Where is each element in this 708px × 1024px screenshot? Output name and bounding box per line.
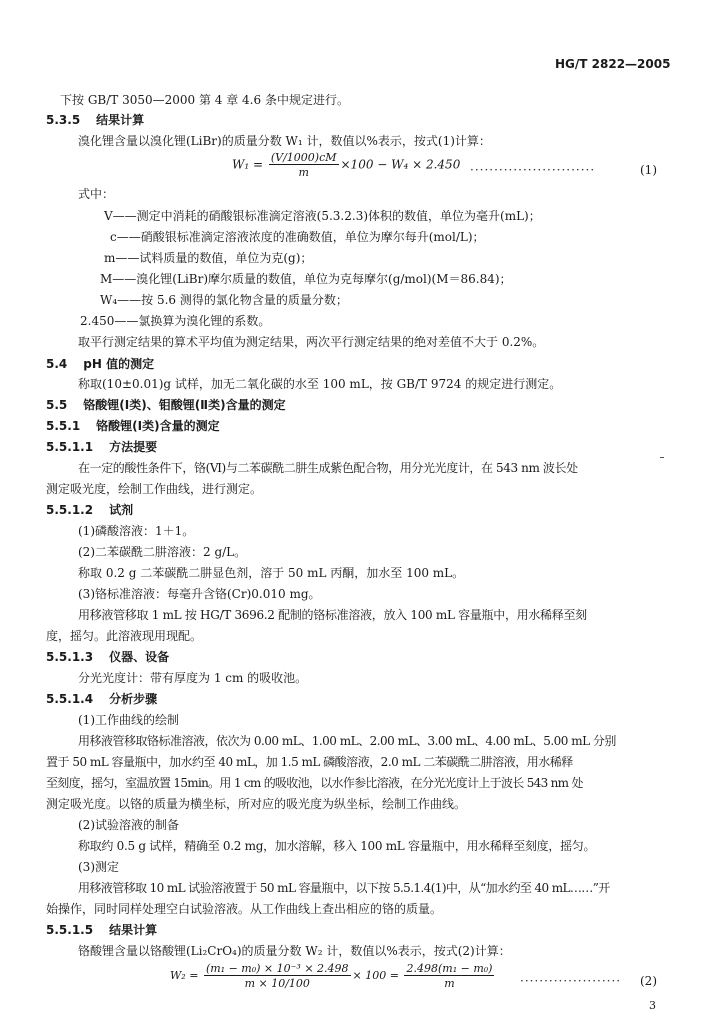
body-line: 称取 0.2 g 二苯碳酰二肼显色剂，溶于 50 mL 丙酮，加水至 100 mL。 [78, 566, 465, 580]
section-number: 5.5.1.3 [46, 650, 94, 664]
body-line: (1)磷酸溶液：1＋1。 [78, 524, 195, 538]
body-line: 用移液管移取铬标准溶液，依次为 0.00 mL、1.00 mL、2.00 mL、3.00 mL、4.00 mL、5.00 mL 分别 [78, 734, 616, 748]
eq1-fraction [269, 152, 339, 178]
body-line: 用移液管移取 1 mL 按 HG/T 3696.2 配制的铬标准溶液，放入 100 mL 容量瓶中，用水稀释至刻 [78, 608, 587, 622]
variable-definition: c——硝酸银标准滴定溶液浓度的准确数值，单位为摩尔每升(mol/L)； [110, 230, 485, 244]
eq2-numerator-2: 2.498(m₁ − m₀) [406, 962, 493, 975]
eq2-fraction-2 [404, 963, 494, 989]
variable-definition: V——测定中消耗的硝酸银标准滴定溶液(5.3.2.3)体积的数值，单位为毫升(mL)； [104, 209, 541, 223]
body-line: (3)测定 [78, 860, 119, 874]
section-number: 5.5.1.4 [46, 692, 94, 706]
section-heading-5-5 [46, 399, 286, 411]
eq1-leader-dots: ·························· [470, 163, 596, 177]
body-line: 铬酸锂含量以铬酸锂(Li₂CrO₄)的质量分数 W₂ 计，数值以%表示，按式(2)计算： [78, 944, 511, 958]
eq2-denominator-1: m × 10/100 [244, 977, 310, 990]
variable-definition: W₄——按 5.6 测得的氯化物含量的质量分数； [100, 293, 348, 307]
section-number: 5.3.5 [46, 113, 81, 127]
body-line: 测定吸光度，绘制工作曲线，进行测定。 [46, 482, 263, 496]
eq2-fraction-1 [204, 963, 351, 989]
variable-definition: 2.450——氯换算为溴化锂的系数。 [80, 314, 271, 328]
section-title: 结果计算 [96, 113, 145, 127]
section-heading-5-5-1-3 [46, 651, 169, 663]
section-heading-5-5-1-4 [46, 693, 157, 705]
eq2-label: (2) [640, 974, 657, 988]
eq1-rest: ×100 − W₄ × 2.450 [340, 157, 461, 172]
body-line: 称取约 0.5 g 试样，精确至 0.2 mg，加水溶解，移入 100 mL 容量瓶中，用水稀释至刻度，摇匀。 [78, 839, 596, 853]
section-title: 结果计算 [109, 923, 158, 937]
section-title: 方法提要 [109, 440, 158, 454]
eq2-mid: × 100 = [352, 969, 399, 982]
body-line: 式中： [78, 187, 115, 201]
body-line: 测定吸光度。以铬的质量为横坐标，所对应的吸光度为纵坐标，绘制工作曲线。 [46, 797, 467, 811]
section-number: 5.5.1.5 [46, 923, 94, 937]
section-title: 铬酸锂(Ⅰ类)、钼酸锂(Ⅱ类)含量的测定 [83, 398, 286, 412]
body-line: 溴化锂含量以溴化锂(LiBr)的质量分数 W₁ 计，数值以%表示，按式(1)计算： [78, 134, 491, 148]
section-title: 仪器、设备 [109, 650, 170, 664]
eq2-leader-dots: ····················· [520, 974, 622, 988]
eq2-lhs: W₂ = [170, 969, 199, 982]
eq1-numerator: (V/1000)cM [270, 151, 337, 164]
section-heading-5-5-1-1 [46, 441, 157, 453]
section-title: 分析步骤 [109, 692, 158, 706]
section-number: 5.5.1.2 [46, 503, 94, 517]
section-number: 5.5 [46, 398, 68, 412]
body-line: (2)二苯碳酰二肼溶液：2 g/L。 [78, 545, 247, 559]
body-line: 至刻度，摇匀，室温放置 15min。用 1 cm 的吸收池，以水作参比溶液，在分光光度计上于波长 543 nm 处 [46, 776, 583, 790]
section-number: 5.4 [46, 357, 68, 371]
body-line: 称取(10±0.01)g 试样，加无二氧化碳的水至 100 mL，按 GB/T 9724 的规定进行测定。 [78, 377, 562, 391]
section-heading-5-5-1-2 [46, 504, 133, 516]
section-title: pH 值的测定 [83, 357, 155, 371]
body-line: (2)试验溶液的制备 [78, 818, 179, 832]
body-line: 分光光度计：带有厚度为 1 cm 的吸收池。 [78, 671, 308, 685]
body-line: 置于 50 mL 容量瓶中，加水约至 40 mL，加 1.5 mL 磷酸溶液，2.0 mL 二苯碳酰二肼溶液，用水稀释 [46, 755, 573, 769]
section-heading-5-5-1-5 [46, 924, 157, 936]
section-heading-5-3-5 [46, 114, 144, 126]
section-heading-5-4 [46, 358, 154, 370]
body-line: (3)铬标准溶液：每毫升含铬(Cr)0.010 mg。 [78, 587, 321, 601]
equation-2 [170, 963, 496, 989]
body-line: 度，摇匀。此溶液现用现配。 [46, 629, 203, 643]
variable-definition: M——溴化锂(LiBr)摩尔质量的数值，单位为克每摩尔(g/mol)(M＝86.84)； [100, 272, 512, 286]
section-heading-5-5-1 [46, 420, 220, 432]
section-title: 铬酸锂(Ⅰ类)含量的测定 [96, 419, 220, 433]
section-number: 5.5.1 [46, 419, 81, 433]
eq1-denominator: m [298, 166, 309, 179]
body-line: 用移液管移取 10 mL 试验溶液置于 50 mL 容量瓶中，以下按 5.5.1.4(1)中，从“加水约至 40 mL……”开 [78, 881, 610, 895]
variable-definition: m——试料质量的数值，单位为克(g)； [104, 251, 313, 265]
eq1-label: (1) [640, 163, 657, 177]
eq2-denominator-2: m [444, 977, 455, 990]
equation-1 [232, 152, 460, 178]
page-number: 3 [649, 999, 656, 1012]
body-line: 取平行测定结果的算术平均值为测定结果，两次平行测定结果的绝对差值不大于 0.2%。 [78, 335, 545, 349]
eq2-numerator-1: (m₁ − m₀) × 10⁻³ × 2.498 [205, 962, 349, 975]
body-line: 下按 GB/T 3050—2000 第 4 章 4.6 条中规定进行。 [60, 93, 349, 107]
body-line: 始操作，同时同样处理空白试验溶液。从工作曲线上查出相应的铬的质量。 [46, 902, 443, 916]
body-line: (1)工作曲线的绘制 [78, 713, 179, 727]
standard-code: HG/T 2822—2005 [555, 57, 671, 71]
eq1-lhs: W₁ = [232, 157, 264, 172]
section-number: 5.5.1.1 [46, 440, 94, 454]
section-title: 试剂 [109, 503, 134, 517]
body-line: 在一定的酸性条件下，铬(Ⅵ)与二苯碳酰二肼生成紫色配合物，用分光光度计，在 543 nm 波长处 [78, 461, 578, 475]
margin-mark [660, 457, 664, 458]
